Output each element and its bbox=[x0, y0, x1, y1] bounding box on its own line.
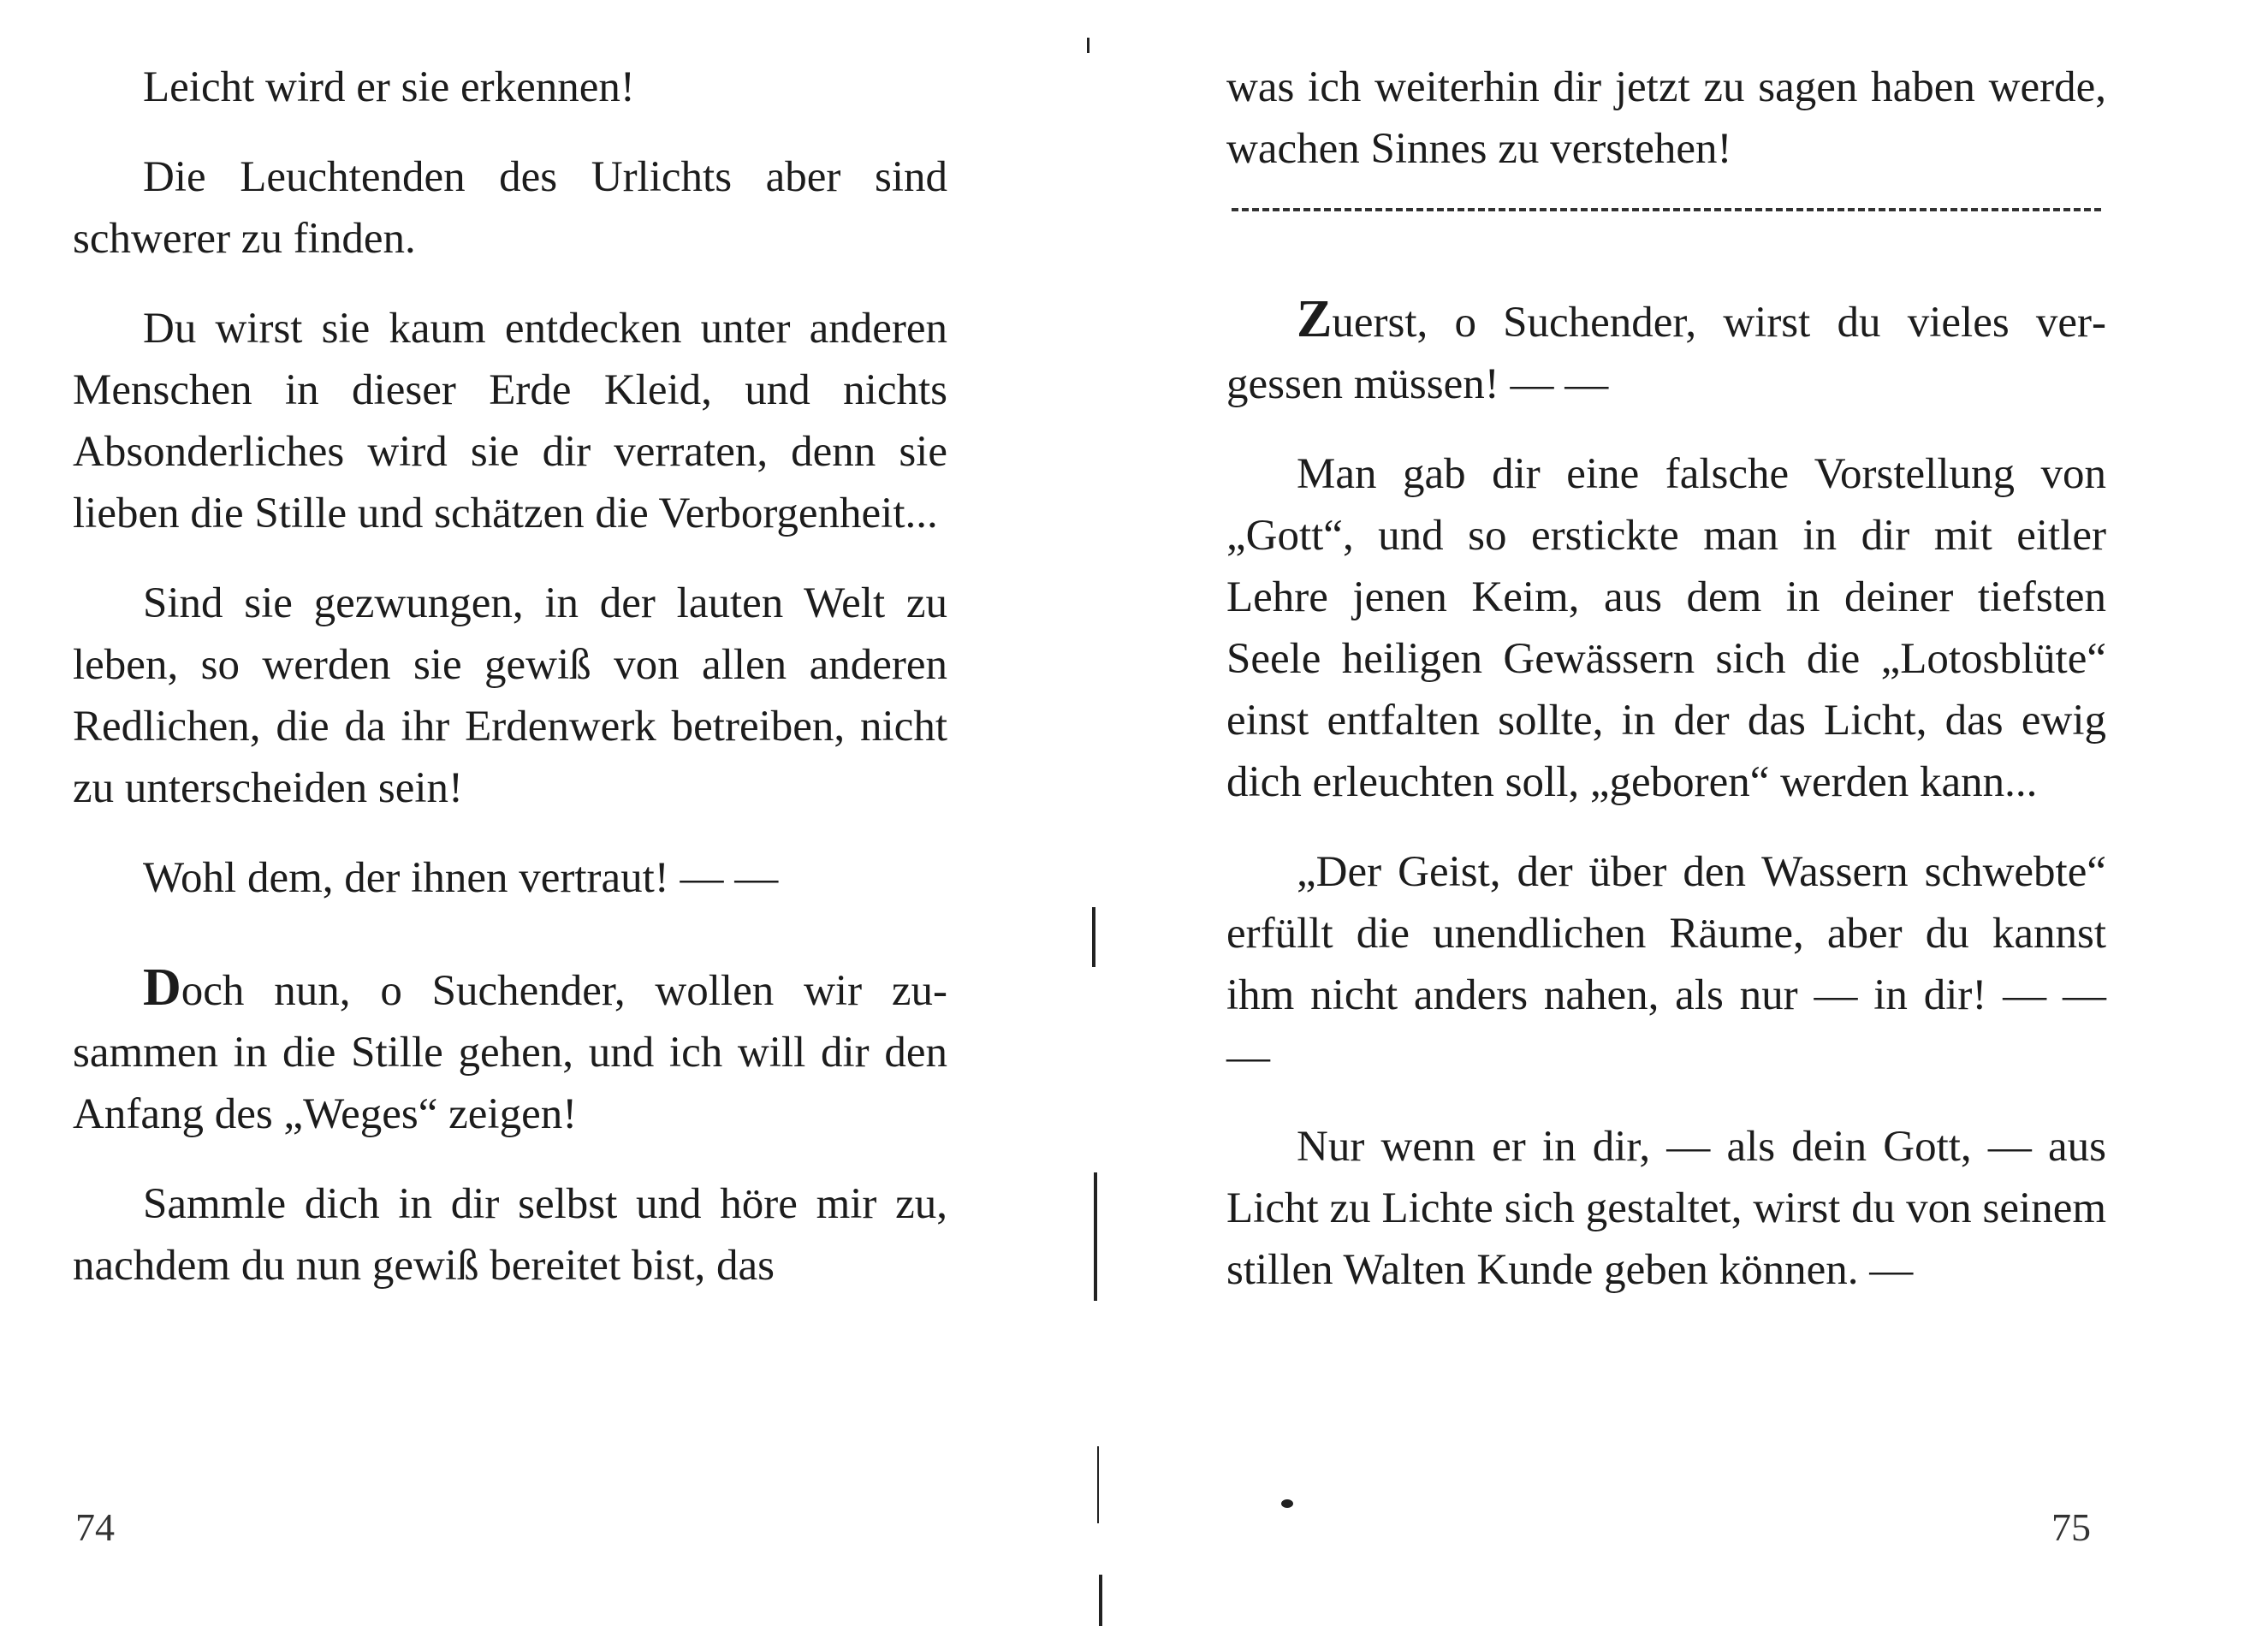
section-start-paragraph bbox=[1226, 288, 2106, 415]
paragraph-text: Die Leuchtenden des Urlichts aber sind schwerer zu finden. bbox=[73, 153, 947, 263]
gutter-mark bbox=[1097, 1446, 1099, 1523]
gutter-mark bbox=[1094, 1172, 1097, 1301]
paragraph-text: Leicht wird er sie erkennen! bbox=[143, 63, 635, 111]
paragraph-text: Man gab dir eine falsche Vorstellung von „Gott“, und so erstickte man in dir mit eitler Lehre jenen Keim, aus dem in deiner tiefsten Seele heiligen Gewässern sich die „Lotosblüte“ einst entfalten sollte, in der das Licht, das ewig dich erleuchten soll, „geboren“ werden kann... bbox=[1226, 450, 2106, 806]
paragraph bbox=[73, 298, 947, 544]
right-page-text bbox=[1226, 56, 2106, 1329]
paragraph-text: was ich weiterhin dir jetzt zu sagen haben werde, wachen Sinnes zu verstehen! bbox=[1226, 63, 2106, 173]
paragraph-text: Du wirst sie kaum entdecken unter anderen Menschen in dieser Erde Kleid, und nichts Absonderliches wird sie dir verraten, denn sie lieben die Stille und schätzen die Verborgenheit... bbox=[73, 305, 947, 537]
page-number: 74 bbox=[75, 1505, 115, 1549]
initial-letter: Z bbox=[1297, 290, 1333, 348]
paragraph-text: Wohl dem, der ihnen vertraut! — — bbox=[143, 854, 779, 902]
paragraph bbox=[1226, 1116, 2106, 1301]
section-divider-rule bbox=[1232, 208, 2101, 211]
right-page bbox=[1134, 0, 2268, 1626]
paragraph bbox=[1226, 841, 2106, 1088]
gutter-mark bbox=[1099, 1575, 1102, 1626]
paragraph bbox=[73, 146, 947, 270]
paragraph-text: Sind sie gezwungen, in der lauten Welt zu leben, so werden sie gewiß von allen anderen Redlichen, die da ihr Erdenwerk betreiben, nicht zu unterscheiden sein! bbox=[73, 579, 947, 812]
paragraph-text: Nur wenn er in dir, — als dein Gott, — aus Licht zu Lichte sich gestaltet, wirst du von seinem stillen Walten Kunde geben können. — bbox=[1226, 1123, 2106, 1294]
initial-letter: D bbox=[143, 958, 181, 1017]
left-page-text bbox=[73, 56, 947, 1325]
paragraph-text: uerst, o Suchender, wirst du vieles vergessen müssen! — — bbox=[1226, 299, 2106, 408]
paragraph bbox=[1226, 443, 2106, 813]
gutter-mark bbox=[1092, 907, 1095, 967]
paragraph-text: och nun, o Suchender, wollen wir zusammen in die Stille gehen, und ich will dir den Anfang des „Weges“ zeigen! bbox=[73, 967, 947, 1138]
paragraph bbox=[73, 847, 947, 909]
paragraph-text: „Der Geist, der über den Wassern schwebte“ erfüllt die unendlichen Räume, aber du kannst ihm nicht anders nahen, als nur — in dir! — — — bbox=[1226, 848, 2106, 1081]
paragraph bbox=[1226, 56, 2106, 180]
ink-dot bbox=[1281, 1499, 1293, 1508]
paragraph bbox=[73, 56, 947, 118]
paragraph bbox=[73, 1173, 947, 1297]
page-number: 75 bbox=[2051, 1505, 2091, 1549]
paragraph bbox=[73, 573, 947, 819]
section-start-paragraph bbox=[73, 957, 947, 1145]
paragraph-text: Sammle dich in dir selbst und höre mir zu, nachdem du nun gewiß bereitet bist, das bbox=[73, 1180, 947, 1290]
gutter-mark bbox=[1087, 38, 1089, 53]
